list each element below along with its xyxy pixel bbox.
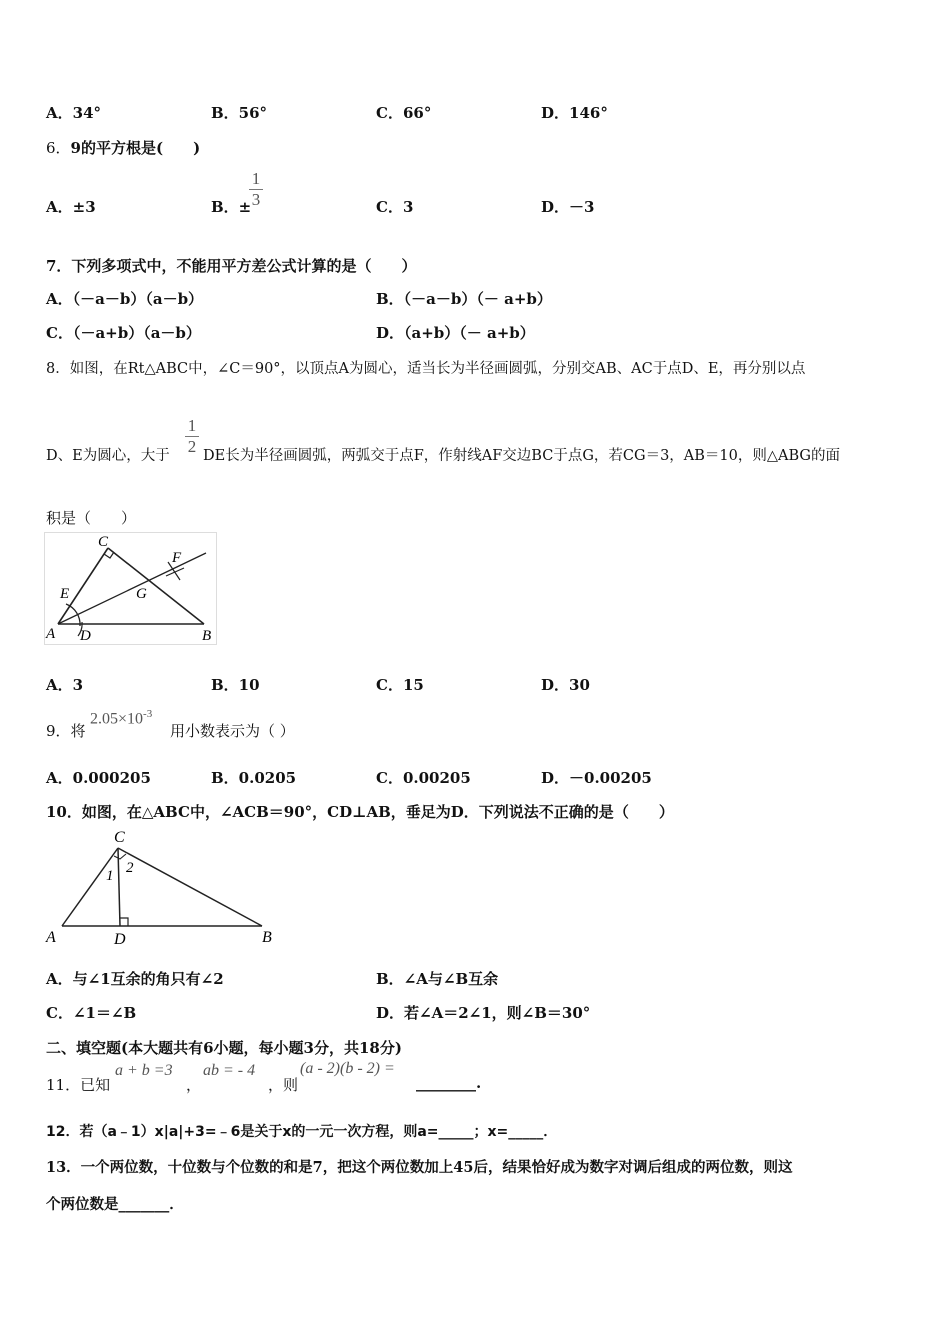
q10-label-b: B: [262, 929, 272, 946]
q9-option-a: A．0.000205: [46, 769, 151, 787]
q5-option-a: A．34°: [46, 104, 102, 122]
q11-separator: ，: [186, 1076, 202, 1094]
q8-label-a: A: [46, 626, 56, 642]
q9-option-d: D．－0.00205: [541, 769, 652, 787]
q10-altitude-cd: [118, 848, 120, 926]
q8-frac-numerator: 1: [187, 416, 197, 435]
q7-option-d: D．（a+b）（－ a+b）: [376, 324, 535, 342]
q11-answer-blank[interactable]: ________.: [416, 1074, 482, 1092]
q9-option-c: C．0.00205: [376, 769, 471, 787]
q10-right-angle-d: [120, 918, 128, 926]
q8-label-g: G: [136, 586, 147, 602]
q10-label-a: A: [46, 929, 56, 946]
q10-side-cb: [118, 848, 262, 926]
q8-stem-line2-end: DE长为半径画圆弧，两弧交于点F，作射线AF交边BC于点G，若CG＝3，AB＝10，则△ABG的面: [203, 448, 841, 464]
q10-figure: [44, 826, 280, 950]
q8-half-fraction: [185, 417, 199, 456]
q8-option-c: C．15: [376, 676, 424, 694]
q10-right-angle-c: [114, 854, 126, 859]
q11-formula-3: (a - 2)(b - 2) =: [300, 1060, 395, 1077]
q8-ray-af: [58, 553, 206, 624]
q11-formula-2: ab = - 4: [203, 1062, 256, 1079]
q9-option-b: B．0.0205: [211, 769, 297, 787]
q11-prefix: 11．已知: [46, 1076, 111, 1094]
q8-stem-line3: 积是（ ）: [46, 509, 137, 527]
q10-option-a: A．与∠1互余的角只有∠2: [46, 970, 224, 988]
q6-option-c: C．3: [376, 198, 414, 216]
q12-text: 12．若（a﹣1）x|a|+3=﹣6是关于x的一元一次方程，则a=_____；x=_____．: [46, 1124, 558, 1140]
q7-stem: 7．下列多项式中，不能用平方差公式计算的是（ ）: [46, 257, 417, 275]
q6-frac-numerator: 1: [251, 169, 261, 188]
q10-stem: 10．如图，在△ABC中，∠ACB＝90°，CD⊥AB，垂足为D．下列说法不正确的是（ ）: [46, 803, 674, 821]
q6-stem: [46, 137, 200, 158]
q9-formula: [90, 708, 152, 728]
q8-figure: [44, 532, 220, 646]
q7-option-b: B．（－a－b）（－ a+b）: [376, 290, 552, 308]
q10-option-b: B．∠A与∠B互余: [376, 970, 499, 988]
q8-label-c: C: [98, 534, 109, 550]
q9-suffix: 用小数表示为（ ）: [170, 722, 295, 740]
q10-label-2: 2: [126, 860, 134, 876]
q9-formula-base: 2.05×10: [90, 710, 144, 728]
q10-label-1: 1: [106, 868, 114, 884]
q5-option-b: B．56°: [211, 104, 268, 122]
q11-then: ，则: [268, 1076, 299, 1094]
section2-title: 二、填空题(本大题共有6小题，每小题3分，共18分): [46, 1039, 402, 1057]
q8-label-f: F: [172, 550, 182, 566]
q10-label-c: C: [114, 829, 125, 846]
q8-label-d: D: [80, 628, 91, 644]
q5-option-c: C．66°: [376, 104, 432, 122]
q6-option-a: A．±3: [46, 198, 96, 216]
q8-label-e: E: [60, 586, 70, 602]
q9-formula-exponent: -3: [143, 708, 153, 720]
q8-side-cb: [108, 548, 204, 624]
q8-stem-line2-start: D、E为圆心，大于: [46, 448, 170, 464]
q8-option-a: A．3: [46, 676, 84, 694]
q7-option-a: A．（－a－b）（a－b）: [46, 290, 204, 308]
q8-arc-f2: [166, 568, 184, 576]
q6-stem-text: 9的平方根是( ): [70, 139, 201, 157]
q6-option-b-fraction: [249, 170, 263, 209]
q6-option-b: B．±: [211, 198, 252, 216]
q10-side-ac: [62, 848, 118, 926]
q8-label-b: B: [202, 628, 212, 644]
q8-stem-line1: 8．如图，在Rt△ABC中，∠C＝90°，以顶点A为圆心，适当长为半径画圆弧，分别交AB、AC于点D、E，再分别以点: [46, 361, 806, 377]
q13-line1: 13．一个两位数，十位数与个位数的和是7，把这个两位数加上45后，结果恰好成为数字对调后组成的两位数，则这: [46, 1159, 793, 1176]
q10-option-d: D．若∠A＝2∠1，则∠B＝30°: [376, 1004, 591, 1022]
q6-option-d: D．－3: [541, 198, 595, 216]
q9-prefix: 9．将: [46, 722, 86, 740]
q11-formula-1: a + b =3: [115, 1062, 173, 1079]
q7-option-c: C．（－a+b）（a－b）: [46, 324, 201, 342]
q8-frac-denominator: 2: [187, 437, 197, 456]
q8-option-d: D．30: [541, 676, 590, 694]
q6-number: 6．: [46, 139, 71, 157]
q13-line2: 个两位数是_______．: [46, 1196, 184, 1213]
q10-option-c: C．∠1＝∠B: [46, 1004, 137, 1022]
q5-option-d: D．146°: [541, 104, 608, 122]
q6-frac-denominator: 3: [251, 190, 261, 209]
q10-label-d: D: [114, 931, 126, 948]
q8-option-b: B．10: [211, 676, 260, 694]
